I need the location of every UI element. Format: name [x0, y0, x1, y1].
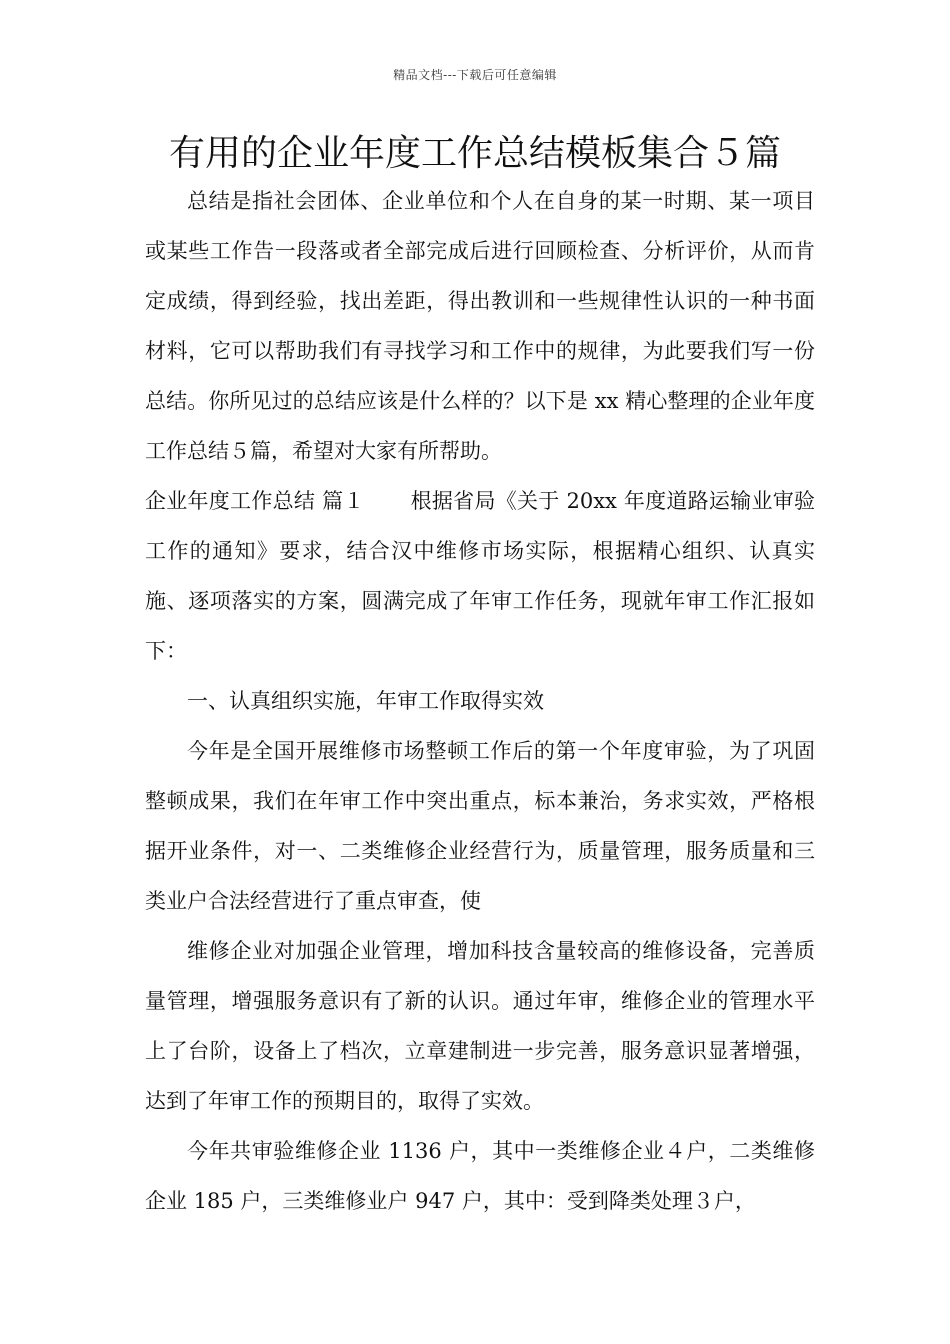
header-note: 精品文档---下载后可任意编辑 — [393, 68, 557, 82]
section-1-label: 企业年度工作总结 篇１ — [145, 489, 365, 513]
heading-1: 一、认真组织实施，年审工作取得实效 — [187, 689, 544, 713]
section-1-paragraph — [145, 476, 815, 676]
section-1-text: 根据省局《关于 20xx 年度道路运输业审验工作的通知》要求，结合汉中维修市场实际，根据精心组织、认真实施、逐项落实的方案，圆满完成了年审工作任务，现就年审工作汇报如下： — [145, 489, 815, 663]
document-body — [145, 176, 815, 1226]
paragraph-2: 今年是全国开展维修市场整顿工作后的第一个年度审验，为了巩固整顿成果，我们在年审工作中突出重点，标本兼治，务求实效，严格根据开业条件，对一、二类维修企业经营行为，质量管理，服务质量和三类业户合法经营进行了重点审查，使 — [145, 739, 815, 913]
intro-paragraph: 总结是指社会团体、企业单位和个人在自身的某一时期、某一项目或某些工作告一段落或者全部完成后进行回顾检查、分析评价，从而肯定成绩，得到经验，找出差距，得出教训和一些规律性认识的一种书面材料，它可以帮助我们有寻找学习和工作中的规律，为此要我们写一份总结。你所见过的总结应该是什么样的？以下是 xx 精心整理的企业年度工作总结５篇，希望对大家有所帮助。 — [145, 189, 815, 463]
paragraph-4: 今年共审验维修企业 1136 户，其中一类维修企业４户，二类维修企业 185 户，三类维修业户 947 户，其中：受到降类处理３户， — [145, 1139, 815, 1213]
paragraph-3: 维修企业对加强企业管理，增加科技含量较高的维修设备，完善质量管理，增强服务意识有了新的认识。通过年审，维修企业的管理水平上了台阶，设备上了档次，立章建制进一步完善，服务意识显著增强，达到了年审工作的预期目的，取得了实效。 — [145, 939, 815, 1113]
document-title: 有用的企业年度工作总结模板集合５篇 — [168, 133, 781, 174]
